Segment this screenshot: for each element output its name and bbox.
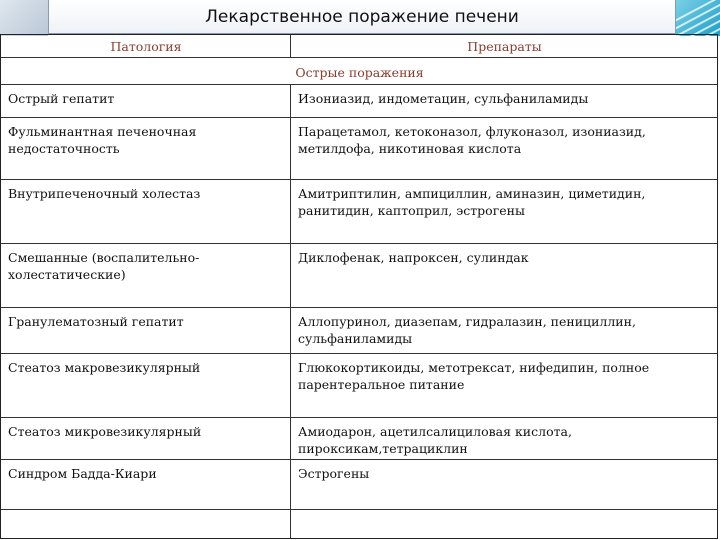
pathology-cell: Острый гепатит [1,85,291,117]
table-row [1,354,717,418]
drugs-cell: Глюкокортикоиды, метотрексат, нифедипин, полное парентеральное питание [298,360,650,392]
table-row [1,308,717,354]
page-title: Лекарственное поражение печени [205,6,519,27]
table-row [1,118,717,180]
drugs-cell: Изониазид, индометацин, сульфаниламиды [298,91,589,106]
drug-liver-table [0,34,718,539]
table-row-empty [1,510,717,538]
drugs-cell: Парацетамол, кетоконазол, флуконазол, изониазид, метилдофа, никотиновая кислота [298,124,646,156]
drugs-cell: Диклофенак, напроксен, сулиндак [298,250,529,265]
drugs-cell: Амитриптилин, ампициллин, аминазин, циметидин, ранитидин, каптоприл, эстрогены [298,186,646,218]
header-pathology: Патология [1,35,291,57]
drugs-cell: Эстрогены [298,466,370,481]
corner-decoration-left [0,0,48,36]
empty-cell [1,510,291,538]
drugs-cell: Амиодарон, ацетилсалициловая кислота, пироксикам,тетрациклин [298,424,572,456]
table-header-row [1,35,717,58]
corner-decoration-right [676,0,720,36]
table-row [1,84,717,118]
table-row [1,418,717,460]
pathology-cell: Внутрипеченочный холестаз [1,180,291,243]
table-row [1,180,717,244]
pathology-cell: Стеатоз микровезикулярный [1,418,291,459]
title-bar [48,0,676,34]
pathology-cell: Гранулематозный гепатит [1,308,291,353]
header-drugs: Препараты [467,39,542,54]
table-row [1,244,717,308]
pathology-cell: Фульминантная печеночная недостаточность [1,118,291,179]
section-title: Острые поражения [295,65,424,80]
pathology-cell: Смешанные (воспалительно-холестатические) [1,244,291,307]
section-row [1,58,717,84]
table-row [1,460,717,510]
drugs-cell: Аллопуринол, диазепам, гидралазин, пенициллин, сульфаниламиды [298,314,636,346]
pathology-cell: Стеатоз макровезикулярный [1,354,291,417]
pathology-cell: Синдром Бадда-Киари [1,460,291,509]
